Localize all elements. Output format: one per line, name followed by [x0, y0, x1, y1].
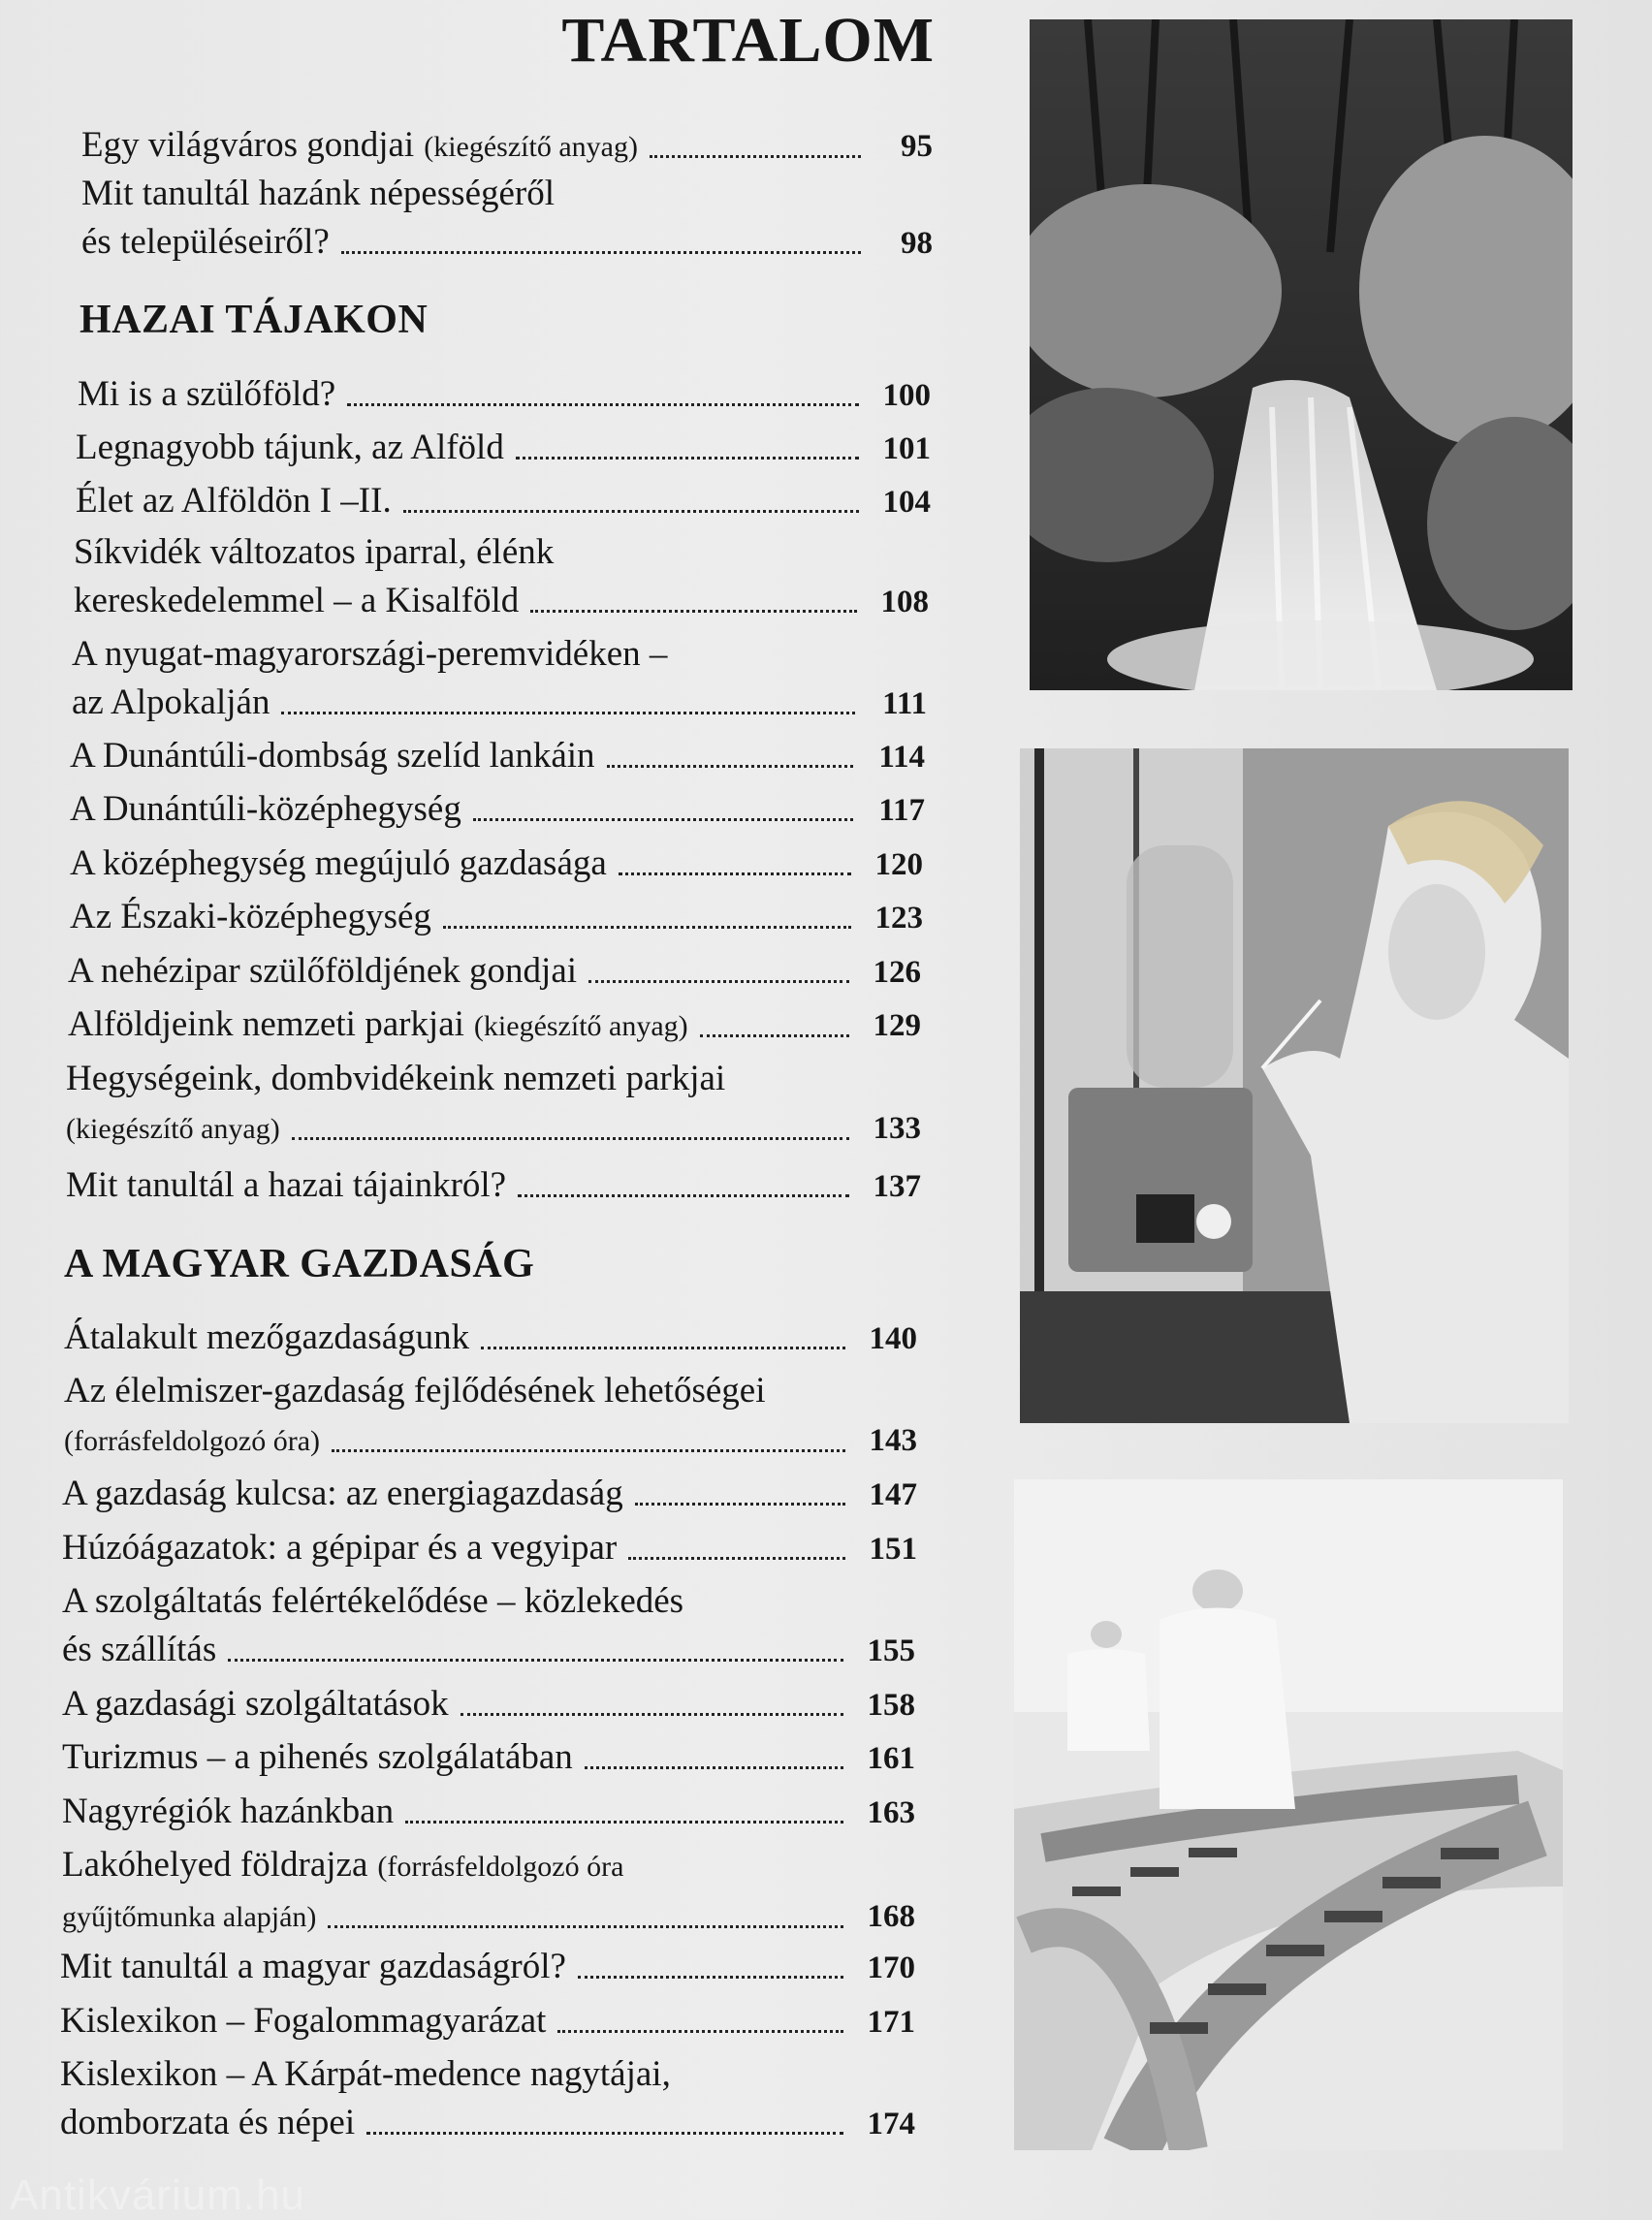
toc-entry-title: és településeiről?: [81, 222, 330, 262]
toc-entry: [70, 785, 925, 835]
dot-leader: [473, 818, 853, 821]
toc-entry-note: (kiegészítő anyag): [424, 131, 638, 163]
toc-entry: [68, 1000, 921, 1051]
toc-entry-title: Turizmus – a pihenés szolgálatában: [62, 1737, 573, 1777]
dot-leader: [588, 980, 849, 983]
toc-entry: [64, 1314, 917, 1363]
page-number: 133: [873, 1111, 921, 1146]
toc-entry: [76, 424, 931, 473]
toc-entry-title: Kislexikon – Fogalommagyarázat: [60, 2001, 547, 2041]
dot-leader: [347, 403, 859, 406]
dot-leader: [481, 1347, 845, 1349]
page-number: 98: [901, 226, 933, 261]
page-number: 163: [867, 1795, 915, 1830]
toc-entry-note: (kiegészítő anyag): [473, 1010, 688, 1042]
section-heading-hazai-tajakon: HAZAI TÁJAKON: [79, 298, 429, 342]
toc-entry-title: Legnagyobb tájunk, az Alföld: [76, 428, 504, 467]
dot-leader: [405, 1821, 843, 1824]
toc-entry-title: Átalakult mezőgazdaságunk: [64, 1317, 470, 1357]
dot-leader: [366, 2132, 843, 2135]
page-number: 117: [878, 793, 925, 828]
dot-leader: [518, 1194, 849, 1197]
toc-entry: [62, 1524, 917, 1573]
toc-entry-title: A gazdasági szolgáltatások: [62, 1684, 449, 1724]
dot-leader: [228, 1659, 843, 1662]
dot-leader: [619, 872, 851, 875]
toc-entry-first-line: Síkvidék változatos iparral, élénk: [74, 532, 555, 572]
toc-entry-title: és szállítás: [62, 1630, 217, 1669]
toc-entry-title: Húzóágazatok: a gépipar és a vegyipar: [62, 1528, 618, 1568]
toc-entry-title: Mit tanultál a magyar gazdaságról?: [60, 1947, 566, 1986]
dot-leader: [700, 1034, 849, 1037]
toc-entry-title: A középhegység megújuló gazdasága: [70, 843, 607, 883]
dot-leader: [516, 457, 859, 460]
toc-entry-first-line: Kislexikon – A Kárpát-medence nagytájai,: [60, 2054, 671, 2094]
toc-entry-title: Élet az Alföldön I –II.: [76, 481, 392, 521]
dot-leader: [635, 1503, 845, 1506]
page-number: 108: [880, 585, 929, 619]
toc-entry-title: domborzata és népei: [60, 2103, 356, 2142]
page-number: 143: [869, 1423, 917, 1458]
toc-entry: [62, 1733, 915, 1783]
toc-entry-first-line: Az élelmiszer-gazdaság fejlődésének lehetőségei: [64, 1371, 766, 1411]
page-number: 155: [867, 1633, 915, 1668]
toc-entry-title: kereskedelemmel – a Kisalföld: [74, 581, 520, 620]
page-number: 137: [873, 1169, 921, 1204]
page-number: 140: [869, 1321, 917, 1356]
toc-entry-note: (kiegészítő anyag): [66, 1113, 280, 1145]
section-heading-magyar-gazdasag: A MAGYAR GAZDASÁG: [64, 1242, 535, 1286]
toc-entry-title: A gazdaság kulcsa: az energiagazdaság: [62, 1474, 623, 1513]
page-number: 129: [873, 1008, 921, 1043]
dot-leader: [585, 1766, 843, 1769]
page-number: 111: [882, 686, 927, 721]
toc-entry: [81, 170, 933, 268]
page-number: 104: [882, 485, 931, 520]
toc-entry: [62, 1841, 915, 1942]
page-number: 120: [874, 847, 923, 882]
toc-entry-first-line: Mit tanultál hazánk népességéről: [81, 174, 556, 213]
toc-entry: [76, 477, 931, 526]
dot-leader: [607, 765, 853, 768]
dot-leader: [281, 712, 855, 714]
toc-entry: [66, 1055, 921, 1154]
page-number: 114: [878, 740, 925, 775]
dot-leader: [461, 1713, 843, 1716]
page-number: 147: [869, 1477, 917, 1512]
dot-leader: [650, 155, 861, 158]
dot-leader: [328, 1925, 843, 1928]
page-number: 174: [867, 2107, 915, 2141]
toc-entry: [62, 1680, 915, 1729]
toc-entry: [66, 1161, 921, 1211]
toc-entry-title: Alföldjeink nemzeti parkjai: [68, 1004, 464, 1044]
toc-entry: [64, 1367, 917, 1466]
toc-entry-title: A nehézipar szülőföldjének gondjai: [68, 951, 578, 991]
dot-leader: [628, 1557, 845, 1560]
page-number: 123: [874, 901, 923, 936]
toc-entry: [62, 1577, 915, 1675]
toc-entry: [74, 528, 929, 626]
toc-entry-note: gyűjtőmunka alapján): [62, 1901, 317, 1933]
toc-entry-title: Egy világváros gondjai: [81, 125, 415, 165]
page-number: 100: [882, 378, 931, 413]
page-number: 161: [867, 1741, 915, 1776]
toc-entry: [78, 370, 931, 420]
page-title: TARTALOM: [561, 5, 935, 76]
page-number: 95: [901, 129, 933, 164]
page-number: 171: [867, 2005, 915, 2040]
toc-entry: [68, 947, 921, 997]
toc-entry: [60, 1943, 915, 1992]
toc-entry: [62, 1788, 915, 1837]
toc-entry-title: Az Északi-középhegység: [70, 897, 431, 936]
toc-entry: [60, 1997, 915, 2046]
dot-leader: [443, 926, 851, 929]
toc-entry-title: A Dunántúli-dombság szelíd lankáin: [70, 736, 595, 776]
dot-leader: [403, 510, 859, 513]
toc-entry-title: A Dunántúli-középhegység: [70, 789, 461, 829]
dot-leader: [292, 1137, 849, 1140]
toc-entry-first-line: Hegységeink, dombvidékeink nemzeti parkjai: [66, 1059, 726, 1098]
toc-entry-first-line: A nyugat-magyarországi-peremvidéken –: [72, 634, 668, 674]
toc-entry: [60, 2050, 915, 2148]
dot-leader: [341, 251, 861, 254]
toc-entry: [70, 893, 923, 942]
toc-entry: [70, 732, 925, 781]
toc-entry: [62, 1470, 917, 1519]
factory-conveyor-photo: [1014, 1479, 1563, 2150]
watermark: Antikvárium.hu: [10, 2172, 306, 2219]
page-number: 170: [867, 1950, 915, 1985]
toc-entry: [70, 840, 923, 889]
dot-leader: [332, 1449, 845, 1452]
dot-leader: [578, 1976, 843, 1979]
dot-leader: [530, 610, 857, 613]
toc-entry-note: (forrásfeldolgozó óra): [64, 1425, 321, 1457]
toc-entry-title: az Alpokalján: [72, 682, 270, 722]
toc-entry: [81, 121, 933, 172]
page-number: 101: [882, 431, 931, 466]
toc-entry-title: Mit tanultál a hazai tájainkról?: [66, 1165, 507, 1205]
page-number: 158: [867, 1688, 915, 1723]
page-number: 126: [873, 955, 921, 990]
laboratory-photo: [1020, 748, 1569, 1423]
toc-entry-note: (forrásfeldolgozó óra: [377, 1851, 624, 1883]
dot-leader: [557, 2030, 843, 2033]
toc-entry-title: Nagyrégiók hazánkban: [62, 1792, 395, 1831]
toc-entry: [72, 630, 927, 728]
toc-entry-title: Mi is a szülőföld?: [78, 374, 336, 414]
page-number: 168: [867, 1899, 915, 1934]
waterfall-photo: [1030, 19, 1573, 690]
toc-entry-first-line: Lakóhelyed földrajza: [62, 1845, 368, 1885]
toc-entry-first-line: A szolgáltatás felértékelődése – közlekedés: [62, 1581, 684, 1621]
page-number: 151: [869, 1532, 917, 1567]
